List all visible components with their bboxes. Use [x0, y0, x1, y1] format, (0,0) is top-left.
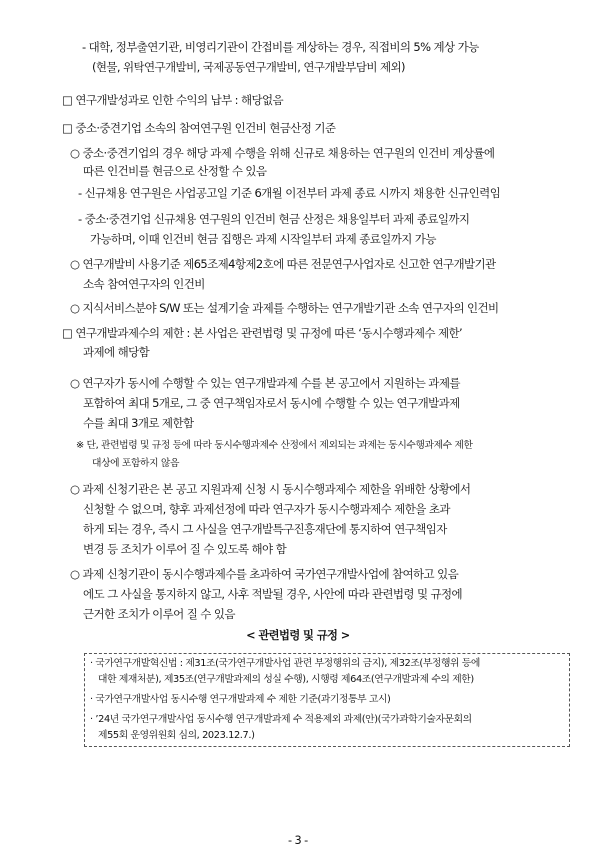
- text-line: 수를 최대 3개로 제한함: [83, 416, 194, 430]
- text-line: - 대학, 정부출연기관, 비영리기관이 간접비를 계상하는 경우, 직접비의 5% 계상 가능: [82, 40, 479, 54]
- text-line: 변경 등 조치가 이루어 질 수 있도록 해야 함: [83, 542, 287, 556]
- text-line: 따른 인건비를 현금으로 산정할 수 있음: [83, 164, 267, 178]
- text-line: 에도 그 사실을 통지하지 않고, 사후 적발될 경우, 사안에 따라 관련법령 및 규정에: [83, 587, 463, 601]
- bullet-item: ○ 중소·중견기업의 경우 해당 과제 수행을 위해 신규로 채용하는 연구원의 인건비 계상률에: [70, 146, 495, 160]
- note: ※ 단, 관련법령 및 규정 등에 따라 동시수행과제수 산정에서 제외되는 과제는 동시수행과제수 제한: [76, 440, 473, 451]
- sub-item: - 신규채용 연구원은 사업공고일 기준 6개월 이전부터 과제 종료 시까지 채용한 신규인력임: [78, 186, 501, 200]
- section-heading: □ 연구개발과제수의 제한 : 본 사업은 관련법령 및 규정에 따른 ‘동시수행과제수 제한’: [62, 326, 463, 340]
- text-line: 하게 되는 경우, 즉시 그 사실을 연구개발특구진흥재단에 통지하여 연구책임자: [83, 522, 447, 536]
- bullet-item: ○ 연구개발비 사용기준 제65조제4항제2호에 따른 전문연구사업자로 신고한 연구개발기관: [70, 257, 496, 271]
- section-heading: □ 연구개발성과로 인한 수익의 납부 : 해당없음: [62, 93, 284, 107]
- sub-item: - 중소·중견기업 신규채용 연구원의 인건비 현금 산정은 채용일부터 과제 종료일까지: [78, 212, 470, 226]
- law-item: · 국가연구개발사업 동시수행 연구개발과제 수 제한 기준(과기정통부 고시): [90, 694, 391, 705]
- note: 대상에 포함하지 않음: [92, 458, 180, 469]
- page-number: - 3 -: [288, 833, 308, 847]
- laws-title: < 관련법령 및 규정 >: [246, 628, 350, 642]
- section-heading: □ 중소·중견기업 소속의 참여연구원 인건비 현금산정 기준: [62, 121, 336, 135]
- bullet-item: ○ 연구자가 동시에 수행할 수 있는 연구개발과제 수를 본 공고에서 지원하는 과제를: [70, 376, 460, 390]
- text-line: 소속 참여연구자의 인건비: [83, 277, 205, 291]
- text-line: 과제에 해당함: [83, 345, 150, 359]
- law-item: · ’24년 국가연구개발사업 동시수행 연구개발과제 수 적용제외 과제(안)(국가과학기술자문회의: [90, 714, 472, 725]
- text-line: 신청할 수 없으며, 향후 과제선정에 따라 연구자가 동시수행과제수 제한을 초과: [83, 502, 450, 516]
- bullet-item: ○ 과제 신청기관이 동시수행과제수를 초과하여 국가연구개발사업에 참여하고 있음: [70, 567, 459, 581]
- bullet-item: ○ 지식서비스분야 S/W 또는 설계기술 과제를 수행하는 연구개발기관 소속 연구자의 인건비: [70, 301, 499, 315]
- text-line: (현물, 위탁연구개발비, 국제공동연구개발비, 연구개발부담비 제외): [92, 60, 405, 74]
- text-line: 가능하며, 이때 인건비 현금 집행은 과제 시작일부터 과제 종료일까지 가능: [90, 232, 436, 246]
- text-line: 근거한 조치가 이루어 질 수 있음: [83, 607, 235, 621]
- law-item: · 국가연구개발혁신법 : 제31조(국가연구개발사업 관련 부정행위의 금지), 제32조(부정행위 등에: [90, 658, 480, 669]
- law-item: 대한 제재처분), 제35조(연구개발과제의 성실 수행), 시행령 제64조(연구개발과제 수의 제한): [98, 674, 474, 685]
- bullet-item: ○ 과제 신청기관은 본 공고 지원과제 신청 시 동시수행과제수 제한을 위배한 상황에서: [70, 482, 471, 496]
- text-line: 포함하여 최대 5개로, 그 중 연구책임자로서 동시에 수행할 수 있는 연구개발과제: [83, 396, 460, 410]
- law-item: 제55회 운영위원회 심의, 2023.12.7.): [98, 730, 255, 741]
